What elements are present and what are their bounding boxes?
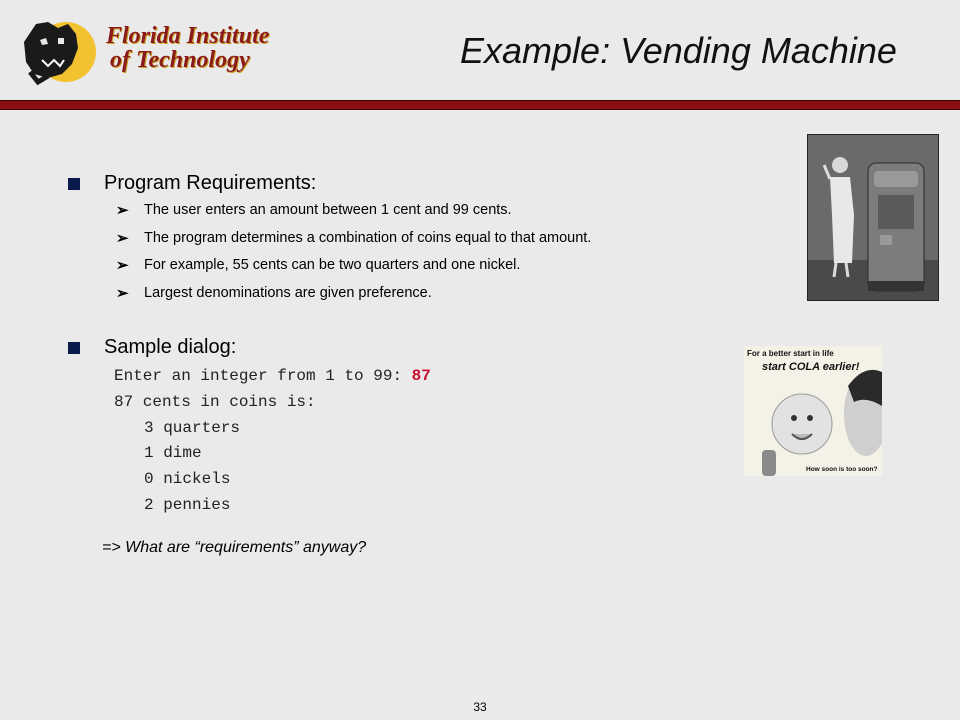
requirement-item [68, 255, 768, 283]
coin-line: 2 pennies [144, 495, 231, 514]
requirement-item [68, 200, 768, 228]
requirement-item [68, 228, 768, 256]
vending-machine-photo [807, 134, 939, 301]
cola-ad-image [744, 346, 882, 476]
requirements-heading-text: Program Requirements: [104, 172, 317, 194]
coin-line: 0 nickels [144, 470, 231, 489]
requirements-heading [68, 172, 768, 200]
dialog-input-value: 87 [411, 367, 431, 385]
logo-line-2: of Technology [110, 47, 250, 73]
dialog-prompt: Enter an integer from 1 to 99: [114, 367, 412, 385]
page-number: 33 [473, 700, 487, 714]
dialog-result-line: 87 cents in coins is: [114, 392, 316, 411]
institute-logo [18, 12, 270, 88]
logo-line-1: Florida Institute [106, 23, 270, 49]
requirement-text: The program determines a combination of coins equal to that amount. [144, 229, 592, 246]
logo-text [106, 24, 269, 72]
dialog-heading-text: Sample dialog: [104, 336, 237, 358]
square-bullet-icon [68, 178, 80, 190]
title-divider-bar [0, 100, 960, 110]
arrow-bullet-icon: ➢ [116, 229, 129, 247]
square-bullet-icon [68, 342, 80, 354]
arrow-bullet-icon: ➢ [116, 202, 129, 219]
coin-line: 3 quarters [144, 418, 241, 437]
panther-mascot-icon [18, 12, 98, 88]
requirements-note: => What are “requirements” anyway? [102, 538, 367, 556]
arrow-bullet-icon: ➢ [116, 284, 129, 302]
arrow-bullet-icon: ➢ [116, 257, 129, 274]
requirement-text: The user enters an amount between 1 cent and 99 cents. [144, 202, 512, 218]
ad-line-1: For a better start in life [747, 349, 834, 358]
slide-title: Example: Vending Machine [460, 30, 897, 71]
requirement-text: Largest denominations are given preference. [144, 284, 432, 301]
dialog-prompt-line [68, 364, 768, 390]
dialog-heading [68, 336, 768, 364]
requirement-text: For example, 55 cents can be two quarters and one nickel. [144, 257, 521, 273]
ad-line-3: How soon is too soon? [806, 466, 878, 473]
ad-line-2: start COLA earlier! [762, 361, 860, 373]
coin-line: 1 dime [144, 444, 202, 463]
requirement-item [68, 283, 768, 311]
slide-content [68, 172, 768, 557]
